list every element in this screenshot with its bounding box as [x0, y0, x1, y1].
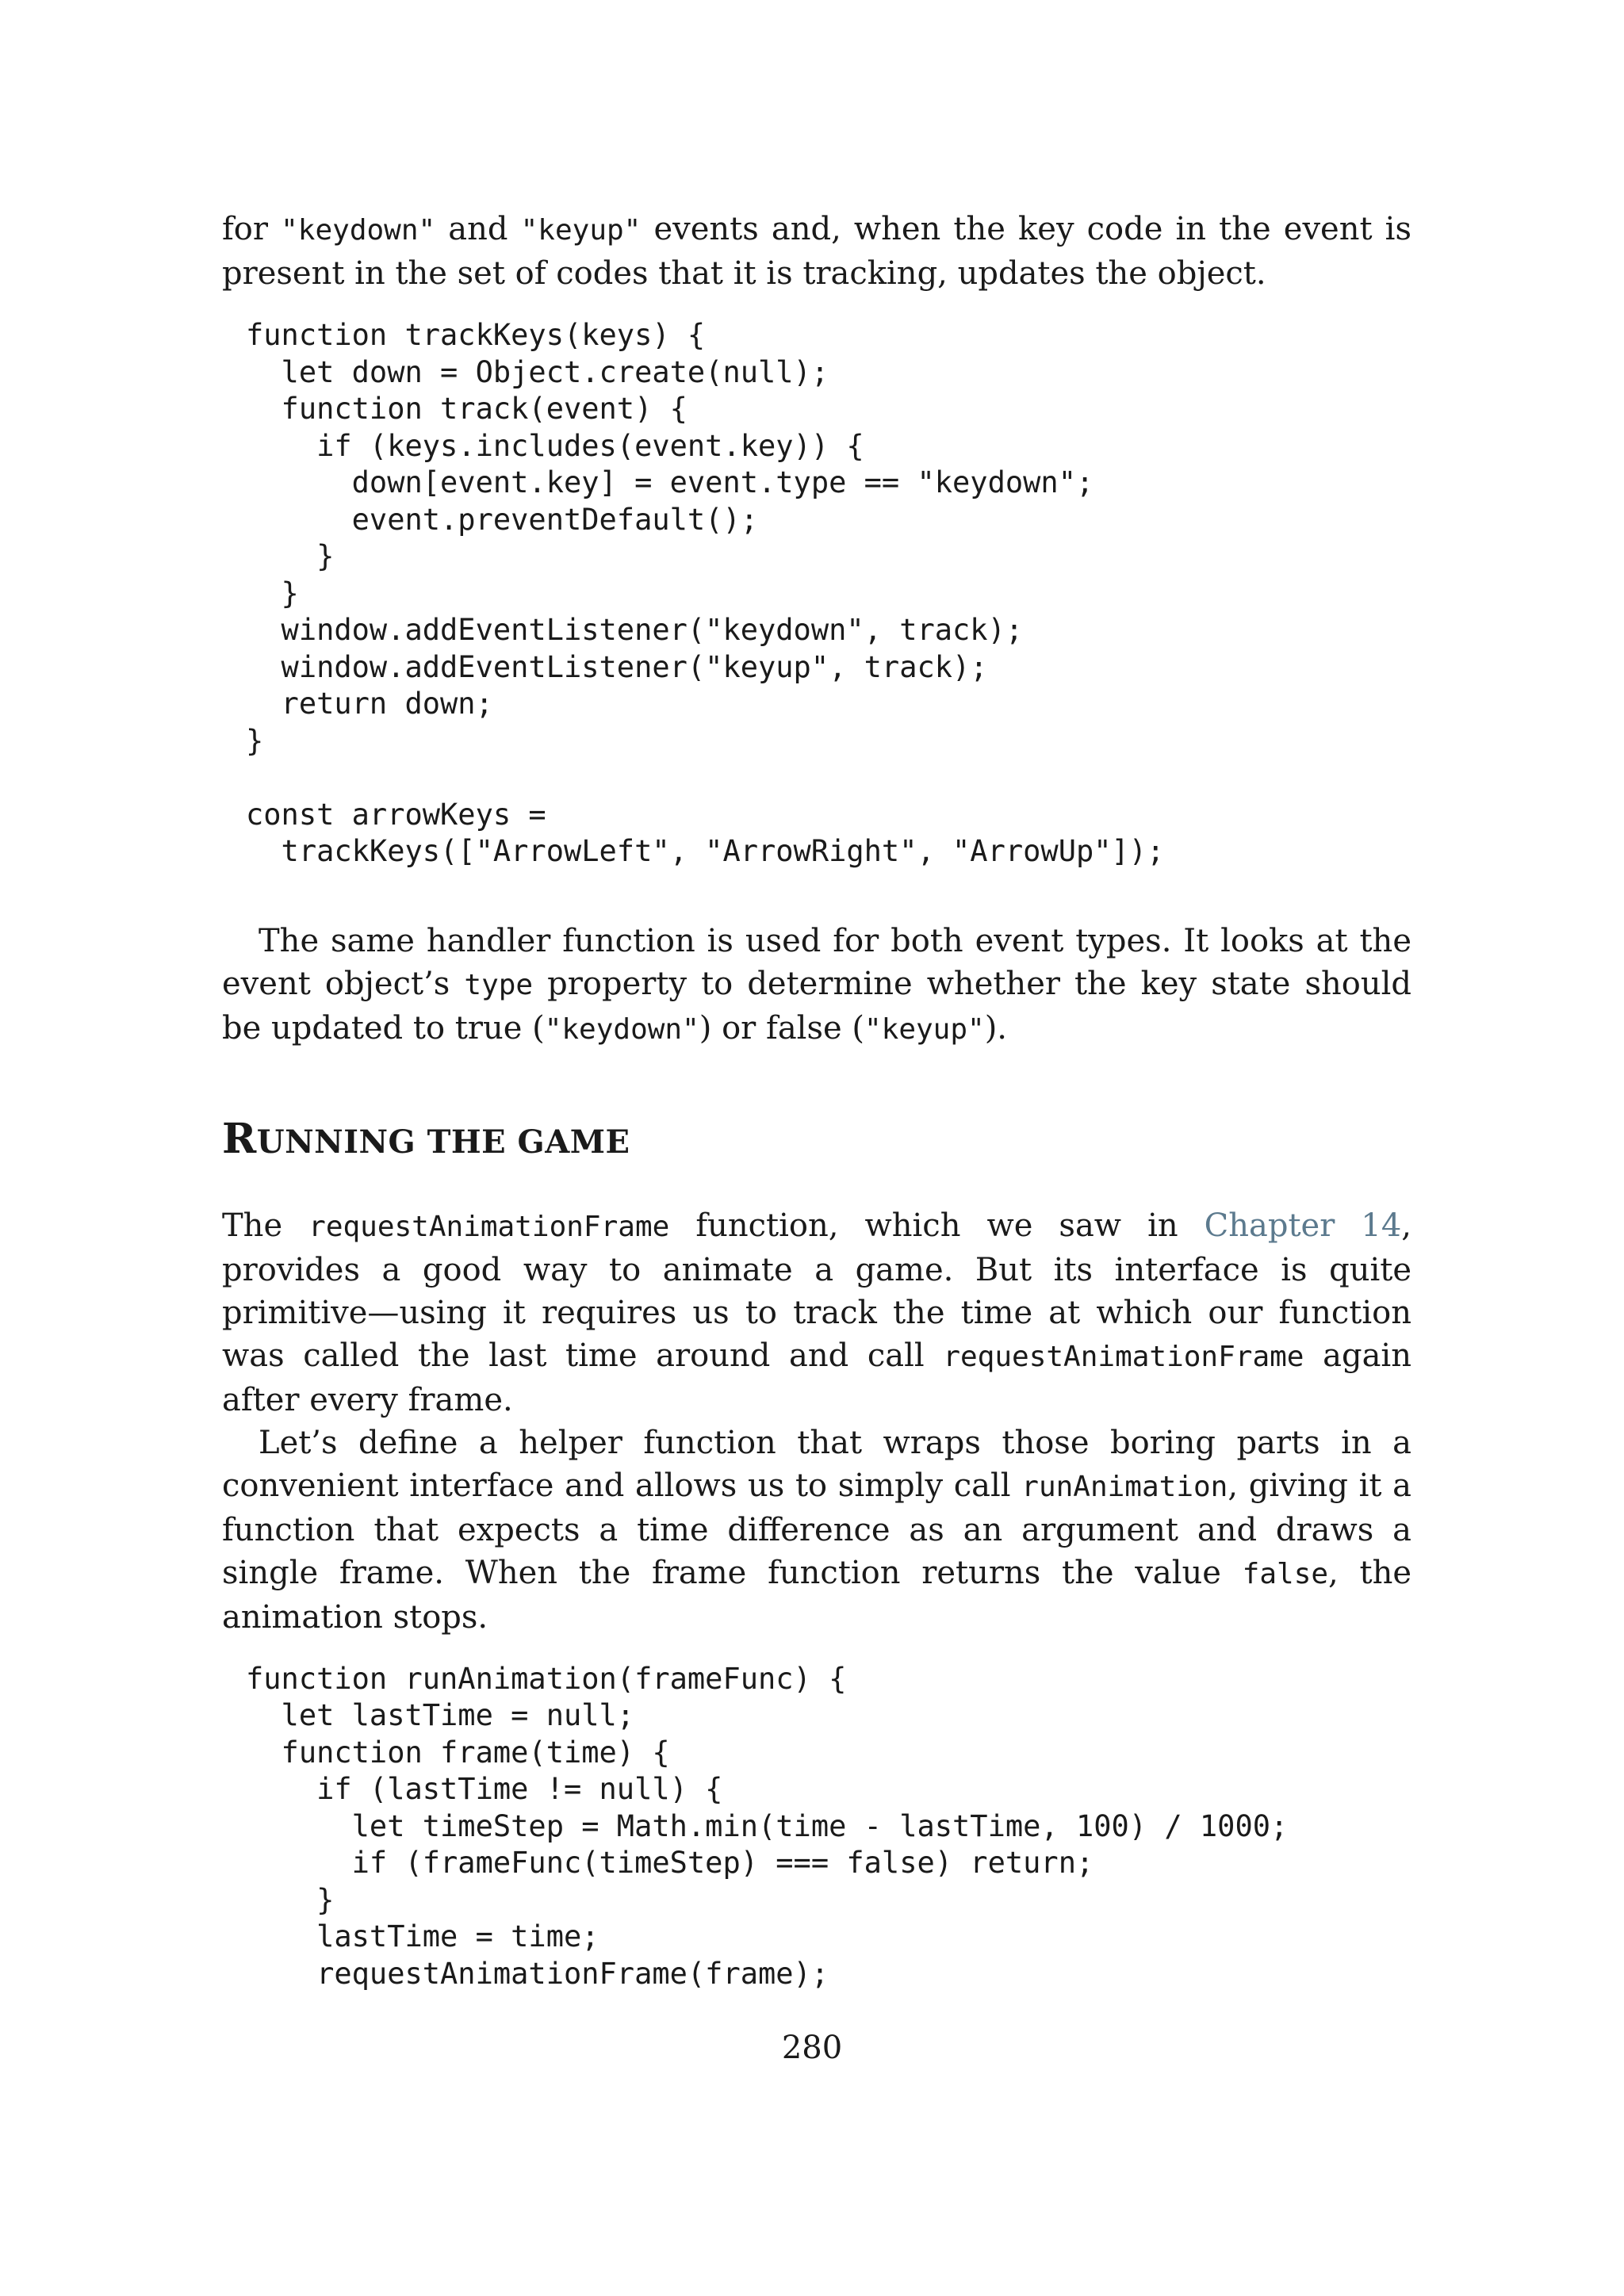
- code-line: if (frameFunc(timeStep) === false) return;: [246, 1846, 1094, 1880]
- code-line: function trackKeys(keys) {: [246, 318, 706, 352]
- code-line: event.preventDefault();: [246, 502, 759, 537]
- code-line: return down;: [246, 687, 493, 721]
- text: ) or false (: [699, 1009, 864, 1047]
- code-line: function runAnimation(frameFunc) {: [246, 1661, 847, 1696]
- raf-paragraph: [222, 1204, 1411, 1422]
- inline-code: "keydown": [281, 214, 436, 247]
- inline-code: requestAnimationFrame: [308, 1210, 670, 1243]
- page-content: [222, 208, 1411, 1992]
- code-line: down[event.key] = event.type == "keydown";: [246, 465, 1094, 499]
- handler-paragraph: [222, 920, 1411, 1051]
- text: Let’s define a helper function that wraps those boring parts in a convenient interface and allows us to simply call: [222, 1424, 1411, 1504]
- inline-code: "keyup": [864, 1012, 985, 1046]
- code-line: requestAnimationFrame(frame);: [246, 1956, 829, 1991]
- code-line: function track(event) {: [246, 392, 688, 426]
- text: for: [222, 211, 282, 247]
- page-number: 280: [781, 2030, 843, 2066]
- text: , provides a good way to animate a game. But its interface is quite primitive—using it requires us to track the time at which our function was called the last time around and call: [222, 1207, 1411, 1374]
- text: The same handler function is used for both event types. It looks at the event object’s: [222, 922, 1411, 1002]
- chapter-link[interactable]: Chapter 14: [1204, 1207, 1402, 1244]
- text: The: [222, 1207, 309, 1244]
- text: events and, when the key code in the event is present in the set of codes that it is tracking, updates the object.: [222, 211, 1411, 292]
- code-line: lastTime = time;: [246, 1919, 599, 1954]
- code-line: if (keys.includes(event.key)) {: [246, 428, 864, 463]
- code-line: }: [246, 576, 299, 610]
- text: function, which we saw in: [669, 1207, 1205, 1244]
- helper-paragraph: [222, 1422, 1411, 1639]
- code-line: [246, 760, 1411, 797]
- inline-code: "keyup": [520, 214, 642, 247]
- code-line: let down = Object.create(null);: [246, 354, 829, 389]
- code-line: window.addEventListener("keyup", track);: [246, 649, 988, 684]
- text: , the animation stops.: [222, 1554, 1411, 1636]
- inline-code: "keydown": [544, 1012, 699, 1046]
- section-heading: [222, 1115, 1411, 1163]
- code-line: trackKeys(["ArrowLeft", "ArrowRight", "ArrowUp"]);: [246, 834, 1165, 868]
- code-line: let timeStep = Math.min(time - lastTime, 100) / 1000;: [246, 1808, 1289, 1843]
- text: and: [435, 211, 521, 247]
- code-line: if (lastTime != null) {: [246, 1772, 723, 1806]
- inline-code: type: [464, 968, 534, 1001]
- inline-code: false: [1242, 1557, 1329, 1590]
- code-line: }: [246, 723, 264, 758]
- code-block-track-keys: [222, 317, 1411, 871]
- code-line: function frame(time) {: [246, 1735, 670, 1770]
- text: , giving it a function that expects a time difference as an argument and draws a single frame. When the frame function returns the value: [222, 1467, 1412, 1591]
- text: again after every frame.: [222, 1337, 1411, 1418]
- code-line: window.addEventListener("keydown", track);: [246, 613, 1024, 647]
- heading-rest: UNNING THE GAME: [256, 1123, 630, 1161]
- inline-code: requestAnimationFrame: [943, 1340, 1304, 1373]
- intro-paragraph: [222, 208, 1411, 295]
- code-line: let lastTime = null;: [246, 1698, 635, 1732]
- code-line: }: [246, 1882, 335, 1917]
- heading-initial: R: [222, 1114, 257, 1163]
- code-line: const arrowKeys =: [246, 797, 546, 832]
- text: property to determine whether the key state should be updated to true (: [222, 965, 1411, 1047]
- code-line: }: [246, 539, 335, 573]
- text: ).: [984, 1009, 1008, 1047]
- inline-code: runAnimation: [1021, 1470, 1228, 1503]
- code-block-run-animation: [222, 1661, 1411, 1993]
